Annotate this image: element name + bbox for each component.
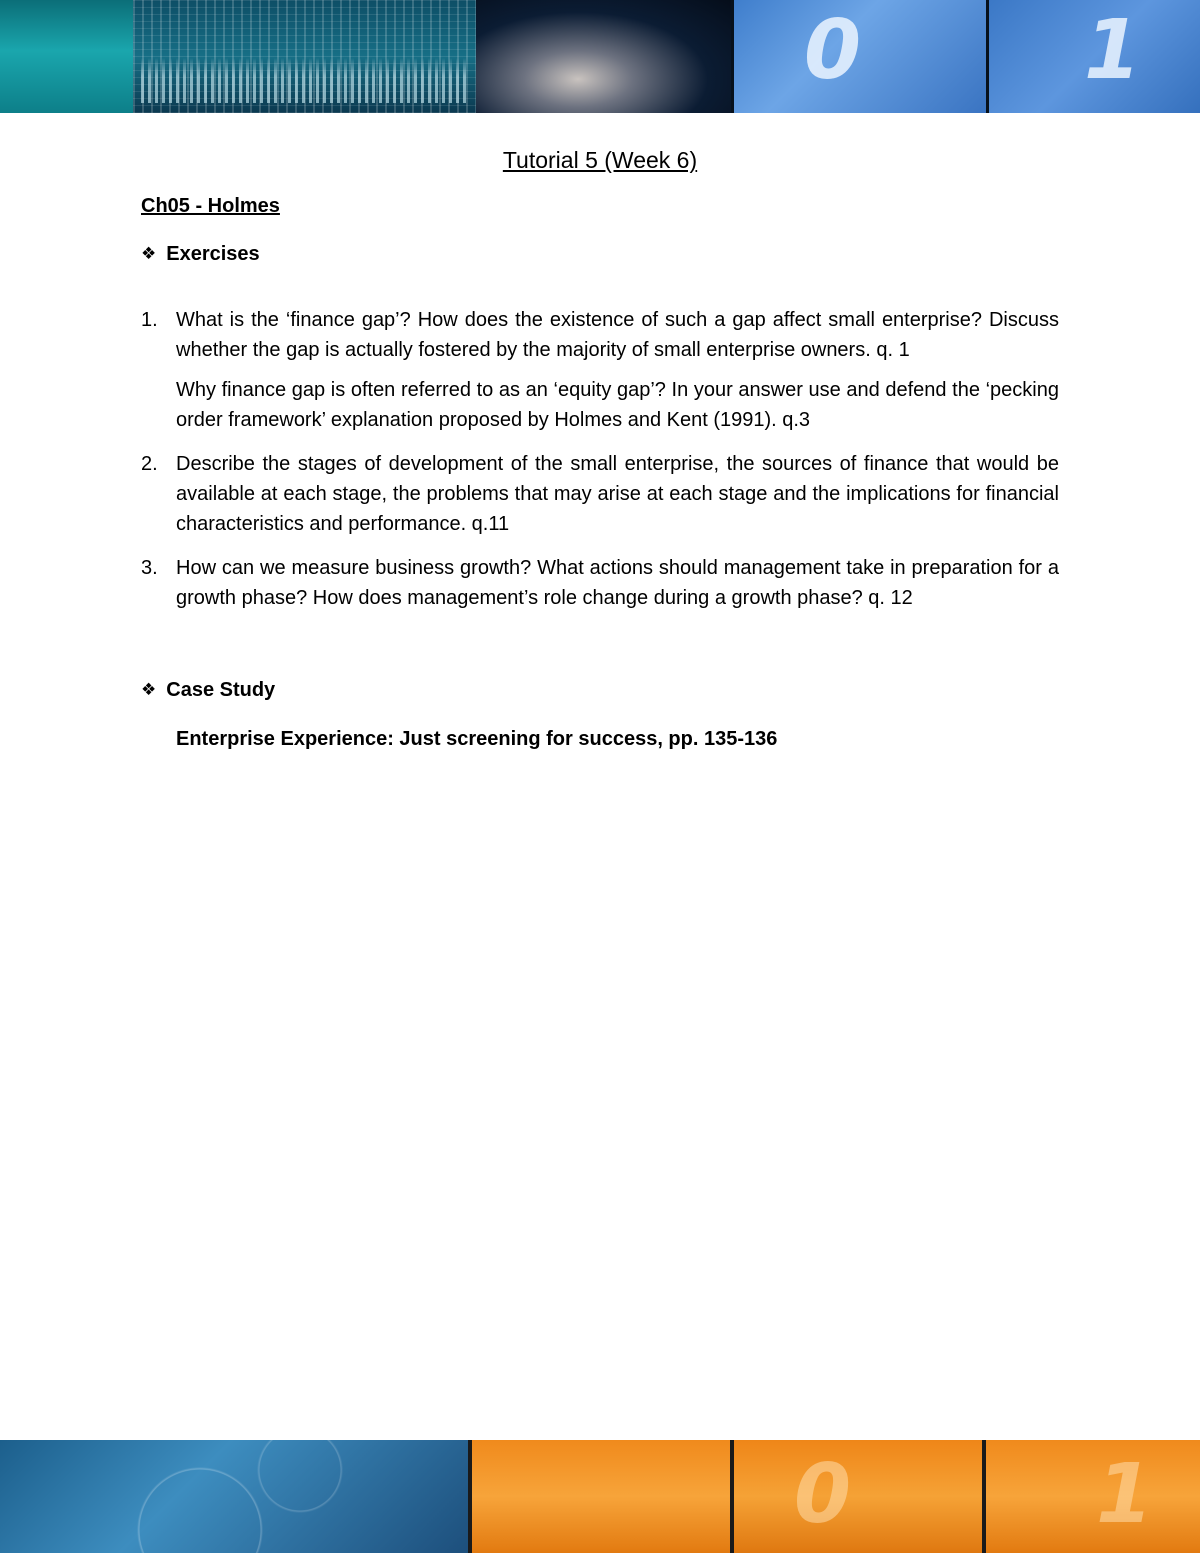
banner-glyph-one: 1	[1084, 3, 1142, 98]
exercises-heading-row	[141, 239, 260, 269]
exercise-item-1-followup: Why finance gap is often referred to as an ‘equity gap’? In your answer use and defend the ‘pecking order framework’ explanation proposed by Holmes and Kent (1991). q.3	[176, 379, 1059, 431]
header-banner-image	[0, 0, 1200, 113]
banner-glyph-zero: 0	[794, 1447, 852, 1542]
banner-panel-orange-one	[982, 1440, 1200, 1553]
case-study-heading-row	[141, 675, 275, 705]
banner-panel-hand	[476, 0, 731, 113]
exercise-item-1	[141, 305, 1059, 365]
chapter-heading: Ch05 - Holmes	[141, 195, 280, 217]
diamond-bullet-icon: ❖	[141, 680, 157, 700]
exercise-number: 1.	[141, 309, 158, 331]
banner-panel-blue-circles	[0, 1440, 468, 1553]
diamond-bullet-icon: ❖	[141, 244, 157, 264]
case-study-heading: Case Study	[166, 679, 276, 701]
exercise-text: How can we measure business growth? What actions should management take in preparation for a growth phase? How does management’s role change during a growth phase? q. 12	[176, 557, 1059, 609]
footer-banner-image	[0, 1440, 1200, 1553]
exercise-number: 2.	[141, 453, 158, 475]
banner-panel-stock-chart	[133, 0, 476, 113]
page-title: Tutorial 5 (Week 6)	[502, 147, 698, 173]
banner-panel-zero	[731, 0, 986, 113]
exercise-item-2	[141, 449, 1059, 539]
banner-panel-orange-zero	[730, 1440, 982, 1553]
exercise-item-3	[141, 553, 1059, 613]
exercise-text: Describe the stages of development of the small enterprise, the sources of finance that would be available at each stage, the problems that may arise at each stage and the implications for financial characteristics and performance. q.11	[176, 453, 1059, 535]
exercise-number: 3.	[141, 557, 158, 579]
banner-glyph-zero: 0	[804, 3, 862, 98]
banner-panel-teal	[0, 0, 133, 113]
exercise-text: What is the ‘finance gap’? How does the existence of such a gap affect small enterprise? Discuss whether the gap is actually fostered by the majority of small enterprise owners. q. 1	[176, 309, 1059, 361]
exercises-heading: Exercises	[166, 243, 260, 265]
case-study-text: Enterprise Experience: Just screening for success, pp. 135-136	[176, 728, 778, 750]
banner-panel-one	[986, 0, 1200, 113]
banner-panel-orange	[468, 1440, 730, 1553]
banner-glyph-one: 1	[1096, 1447, 1154, 1542]
